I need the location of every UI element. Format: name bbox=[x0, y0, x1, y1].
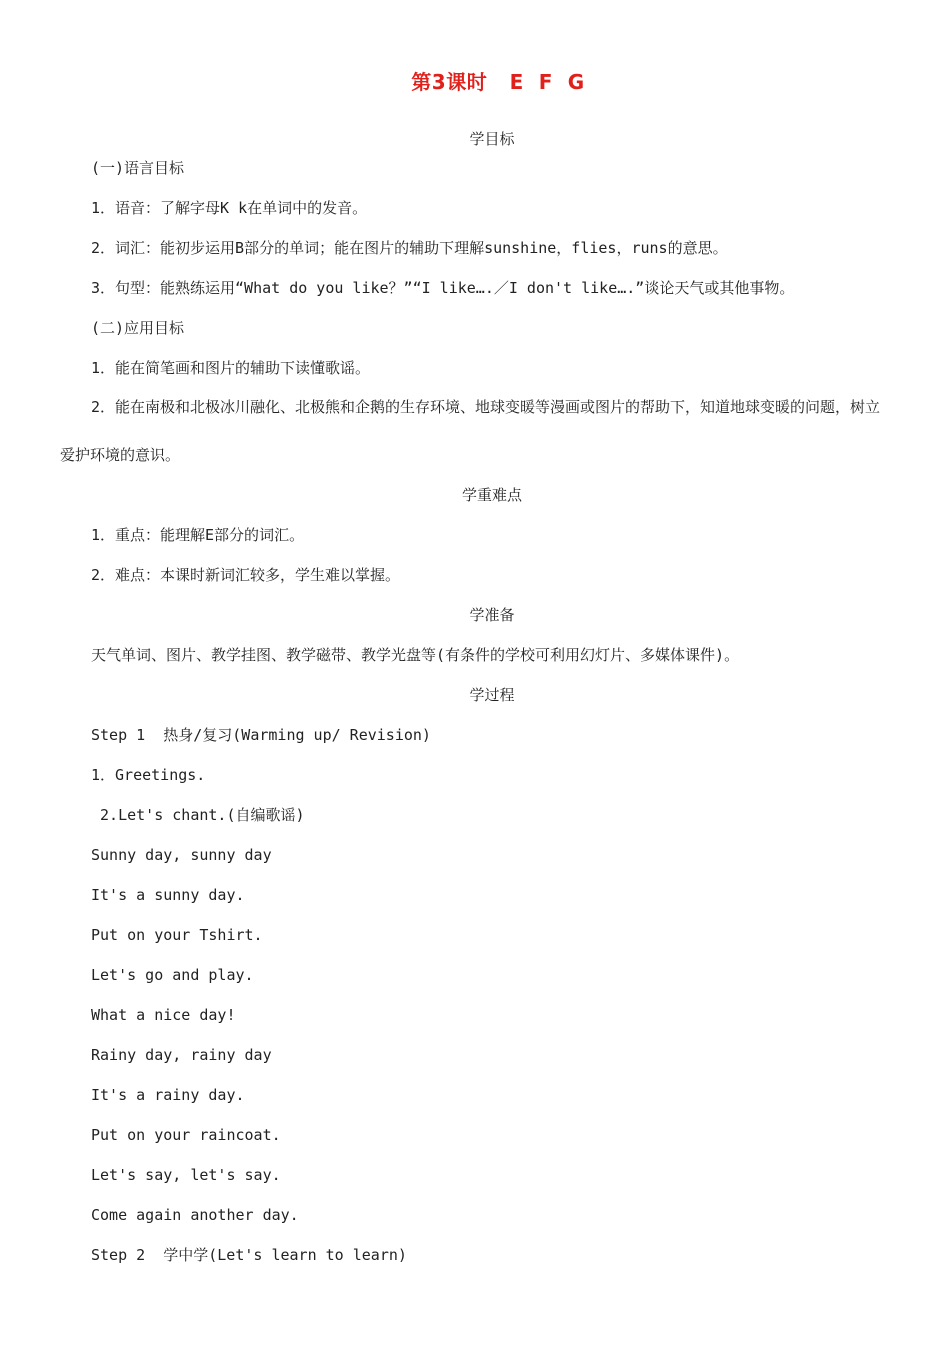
heading-preparation: 学准备 bbox=[469, 606, 515, 624]
key-point-item: 2．难点：本课时新词汇较多，学生难以掌握。 bbox=[91, 566, 401, 584]
chant-line: Let's go and play. bbox=[91, 966, 254, 984]
preparation-text: 天气单词、图片、教学挂图、教学磁带、教学光盘等(有条件的学校可利用幻灯片、多媒体课件)。 bbox=[91, 646, 740, 664]
heading-key-points: 学重难点 bbox=[461, 486, 522, 504]
chant-line: It's a rainy day. bbox=[91, 1086, 245, 1104]
heading-process: 学过程 bbox=[469, 686, 515, 704]
chant-line: Sunny day, sunny day bbox=[91, 846, 272, 864]
greetings-item: 1．Greetings. bbox=[91, 766, 206, 784]
language-objective-item: 3．句型：能熟练运用“What do you like？”“I like….／I don't like….”谈论天气或其他事物。 bbox=[91, 279, 795, 297]
chant-line: Rainy day, rainy day bbox=[91, 1046, 272, 1064]
chant-line: Put on your Tshirt. bbox=[91, 926, 263, 944]
step-1-heading: Step 1 热身/复习(Warming up/ Revision) bbox=[91, 726, 431, 744]
language-objective-item: 2．词汇：能初步运用B部分的单词；能在图片的辅助下理解sunshine，flies，runs的意思。 bbox=[91, 239, 728, 257]
application-objective-item: 1．能在简笔画和图片的辅助下读懂歌谣。 bbox=[91, 359, 371, 377]
chant-line: Let's say, let's say. bbox=[91, 1166, 281, 1184]
application-objective-item: 2．能在南极和北极冰川融化、北极熊和企鹅的生存环境、地球变暖等漫画或图片的帮助下，知道地球变暖的问题，树立爱护环境的意识。 bbox=[60, 398, 881, 464]
key-point-item: 1．重点：能理解E部分的词汇。 bbox=[91, 526, 305, 544]
chant-line: Put on your raincoat. bbox=[91, 1126, 281, 1144]
language-objectives-heading: (一)语言目标 bbox=[91, 159, 185, 177]
chant-line: It's a sunny day. bbox=[91, 886, 245, 904]
application-objectives-heading: (二)应用目标 bbox=[91, 319, 185, 337]
chant-item: 2.Let's chant.(自编歌谣) bbox=[91, 806, 305, 824]
chant-line: What a nice day! bbox=[91, 1006, 236, 1024]
chant-line: Come again another day. bbox=[91, 1206, 299, 1224]
language-objective-item: 1．语音：了解字母K k在单词中的发音。 bbox=[91, 199, 368, 217]
step-2-heading: Step 2 学中学(Let's learn to learn) bbox=[91, 1246, 407, 1264]
lesson-title: 第3课时 E F G bbox=[411, 70, 585, 94]
heading-objectives: 学目标 bbox=[469, 130, 515, 148]
